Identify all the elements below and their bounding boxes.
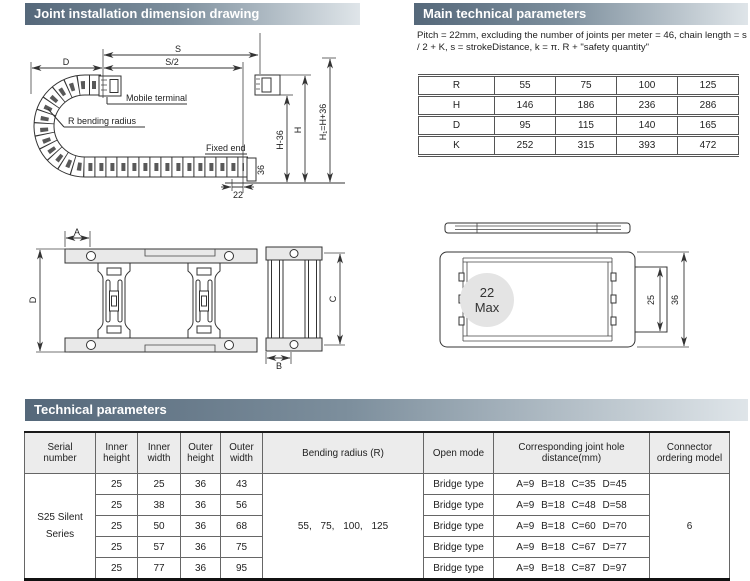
param-value: 125	[678, 76, 739, 96]
col-header-outer-height: Outer height	[181, 432, 221, 474]
table-row	[419, 116, 739, 136]
open-mode: Bridge type	[424, 516, 494, 537]
bending-radius-label: R bending radius	[68, 116, 137, 126]
dim-label-36: 36	[670, 294, 680, 306]
outer-height: 36	[181, 474, 221, 495]
mounting-hole	[225, 341, 234, 350]
fixed-end-label: Fixed end	[206, 143, 246, 153]
open-mode: Bridge type	[424, 558, 494, 580]
joint-hole-distance: A=9 B=18 C=60 D=70	[494, 516, 650, 537]
param-value: 186	[556, 96, 617, 116]
outer-width: 75	[221, 537, 263, 558]
col-header-bending-radius: Bending radius (R)	[263, 432, 424, 474]
inner-height: 25	[96, 495, 138, 516]
param-label: D	[419, 116, 495, 136]
joint-hole-distance: A=9 B=18 C=35 D=45	[494, 474, 650, 495]
dim-label-h-36: H-36	[275, 130, 285, 150]
inner-width: 50	[138, 516, 181, 537]
col-header-inner-height: Inner height	[96, 432, 138, 474]
outer-width: 68	[221, 516, 263, 537]
chain-side-view-drawing	[425, 195, 745, 395]
section-title-main-parameters: Main technical parameters	[414, 3, 748, 25]
inner-width: 38	[138, 495, 181, 516]
moving-end-side-bracket	[255, 75, 280, 95]
dim-label-s: S	[174, 44, 182, 54]
open-mode: Bridge type	[424, 474, 494, 495]
col-header-open-mode: Open mode	[424, 432, 494, 474]
mounting-hole	[290, 250, 298, 258]
param-value: 100	[617, 76, 678, 96]
col-header-connector: Connector ordering model	[650, 432, 730, 474]
mounting-hole	[290, 341, 298, 349]
inner-width: 77	[138, 558, 181, 580]
joint-hole-distance: A=9 B=18 C=87 D=97	[494, 558, 650, 580]
inner-height: 25	[96, 516, 138, 537]
param-value: 315	[556, 136, 617, 156]
dim-label-22: 22	[232, 190, 244, 200]
table-row	[419, 76, 739, 96]
param-value: 146	[495, 96, 556, 116]
param-value: 75	[556, 76, 617, 96]
chain-end-view-drawing	[258, 212, 358, 390]
dim-label-25: 25	[646, 294, 656, 306]
outer-height: 36	[181, 516, 221, 537]
param-value: 236	[617, 96, 678, 116]
col-header-inner-width: Inner width	[138, 432, 181, 474]
table-header-row	[25, 432, 730, 474]
joint-hole-distance: A=9 B=18 C=48 D=58	[494, 495, 650, 516]
outer-height: 36	[181, 495, 221, 516]
cover-strip	[445, 223, 630, 233]
cable-chain	[34, 75, 248, 177]
connector-model-cell: 6	[650, 474, 730, 580]
param-label: R	[419, 76, 495, 96]
param-value: 95	[495, 116, 556, 136]
param-value: 55	[495, 76, 556, 96]
open-mode: Bridge type	[424, 495, 494, 516]
fixed-end-bracket	[247, 158, 256, 181]
table-row	[25, 474, 730, 495]
bending-radius-cell: 55, 75, 100, 125	[263, 474, 424, 580]
section-title-joint-drawing: Joint installation dimension drawing	[25, 3, 360, 25]
dim-label-h: H	[293, 126, 303, 134]
param-value: 252	[495, 136, 556, 156]
param-value: 393	[617, 136, 678, 156]
chain-link	[188, 263, 220, 338]
table-row	[419, 136, 739, 156]
joint-hole-distance: A=9 B=18 C=67 D=77	[494, 537, 650, 558]
col-header-joint-holes: Corresponding joint hole distance(mm)	[494, 432, 650, 474]
param-label: K	[419, 136, 495, 156]
max-label: Max	[474, 300, 500, 315]
open-mode: Bridge type	[424, 537, 494, 558]
param-value: 472	[678, 136, 739, 156]
joint-installation-drawing	[0, 30, 350, 215]
dim-label-36: 36	[256, 164, 266, 176]
inner-width: 57	[138, 537, 181, 558]
mobile-terminal-label: Mobile terminal	[126, 93, 188, 103]
outer-width: 43	[221, 474, 263, 495]
dim-label-d: D	[28, 296, 38, 304]
inner-height: 25	[96, 558, 138, 580]
serial-number-cell: S25 Silent Series	[25, 474, 96, 580]
outer-width: 95	[221, 558, 263, 580]
dim-label-s-half: S/2	[165, 57, 179, 67]
main-params-table	[418, 74, 739, 157]
mounting-hole	[87, 341, 96, 350]
section-title-technical-parameters: Technical parameters	[25, 399, 748, 421]
inner-height: 25	[96, 537, 138, 558]
inner-height: 25	[96, 474, 138, 495]
dim-label-h1: H₁=H+36	[318, 103, 328, 141]
param-value: 115	[556, 116, 617, 136]
tech-params-table	[24, 431, 730, 581]
dim-label-d: D	[62, 57, 70, 67]
col-header-outer-width: Outer width	[221, 432, 263, 474]
pitch-description: Pitch = 22mm, excluding the number of joints per meter = 46, chain length = s / 2 + K, s = strokeDistance, k = π. R + "safety quantity"	[417, 30, 747, 53]
dim-label-c: C	[328, 295, 338, 303]
param-value: 286	[678, 96, 739, 116]
chain-top-view-drawing	[25, 212, 260, 390]
col-header-serial: Serial number	[25, 432, 96, 474]
outer-height: 36	[181, 537, 221, 558]
dim-label-a: A	[73, 227, 81, 237]
outer-width: 56	[221, 495, 263, 516]
chain-link	[98, 263, 130, 338]
param-label: H	[419, 96, 495, 116]
mounting-hole	[87, 252, 96, 261]
max-value: 22	[479, 285, 495, 300]
outer-height: 36	[181, 558, 221, 580]
mobile-terminal-bracket	[99, 76, 121, 96]
dim-label-b: B	[275, 361, 283, 371]
mounting-hole	[225, 252, 234, 261]
param-value: 165	[678, 116, 739, 136]
param-value: 140	[617, 116, 678, 136]
inner-width: 25	[138, 474, 181, 495]
table-row	[419, 96, 739, 116]
